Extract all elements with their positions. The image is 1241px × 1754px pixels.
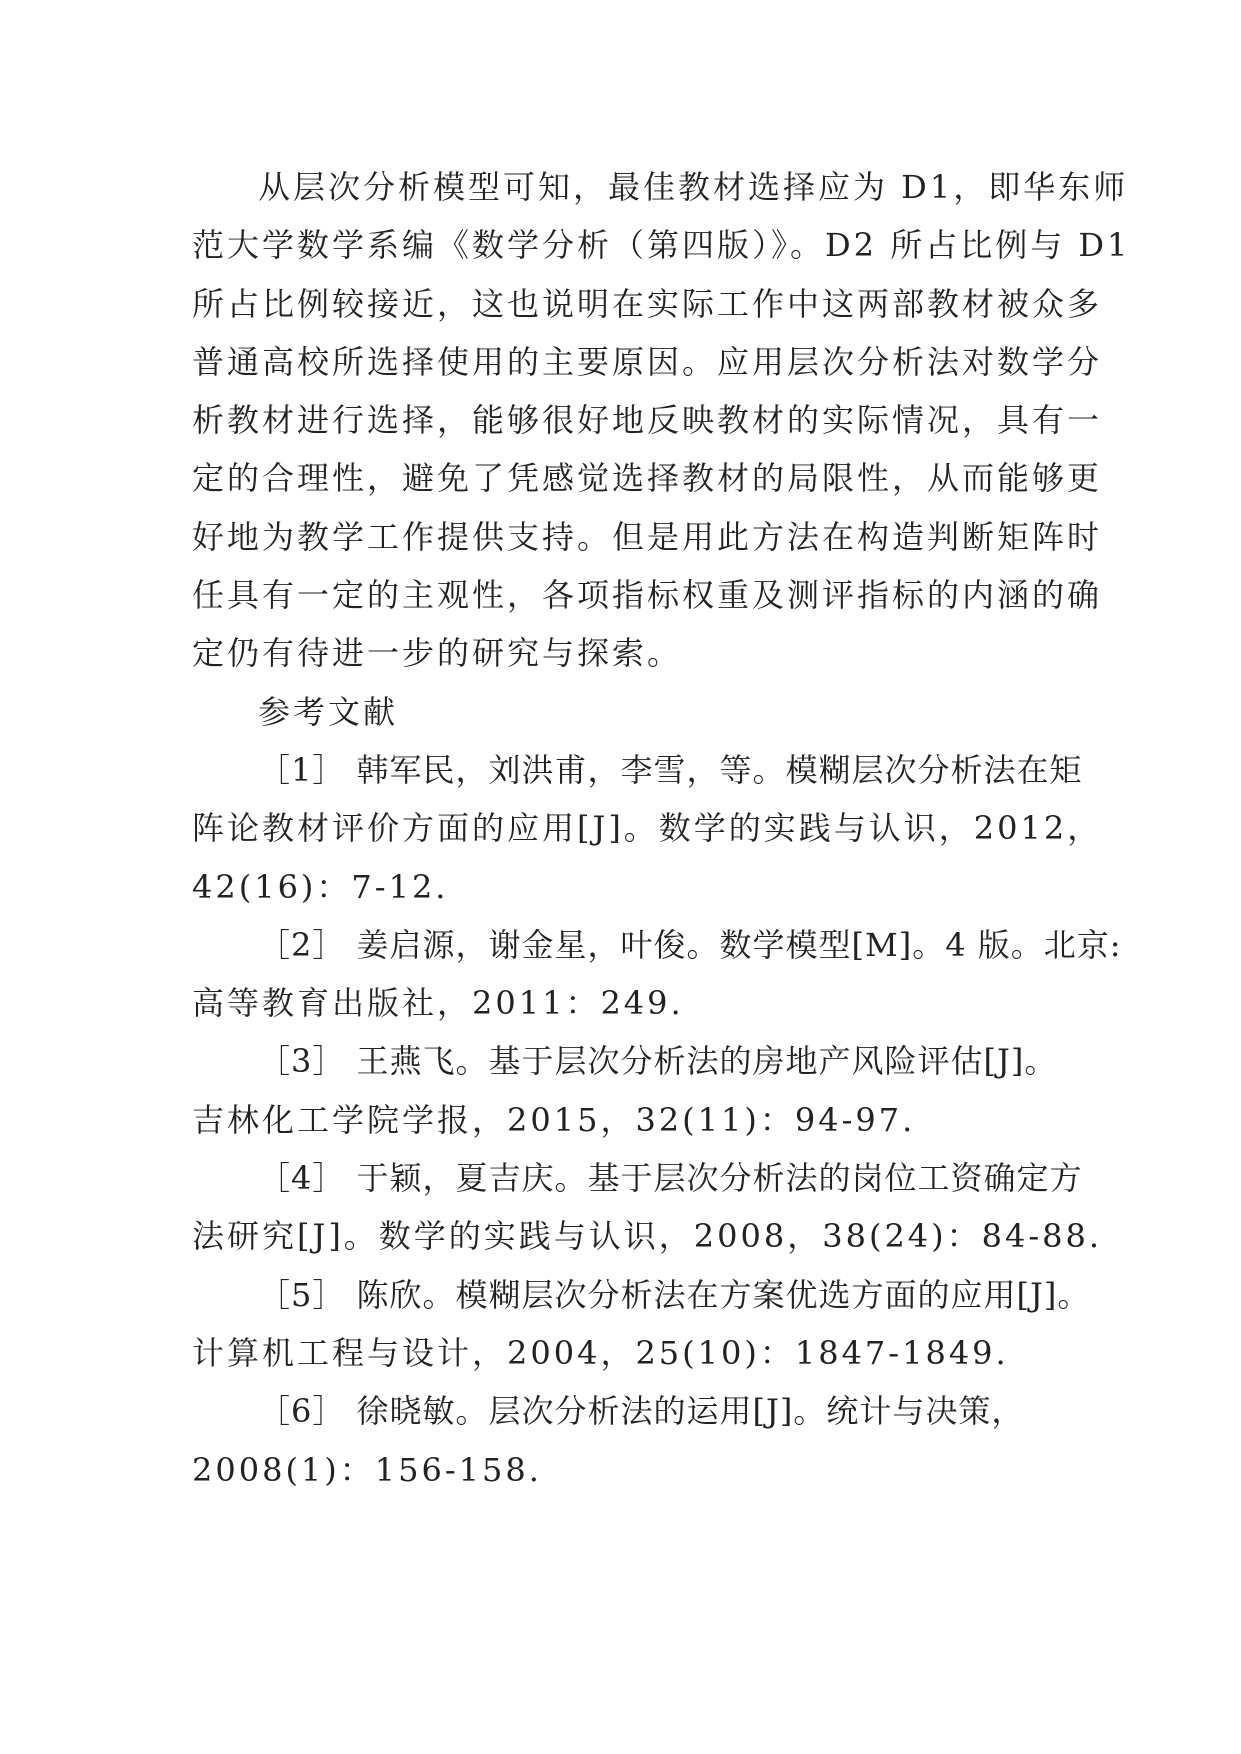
reference-line: ［5］ 陈欣。模糊层次分析法在方案优选方面的应用[J]。 [258, 1275, 1091, 1314]
reference-line: ［2］ 姜启源，谢金星，叶俊。数学模型[M]。4 版。北京: [258, 925, 1122, 964]
reference-line: 2008(1)：156-158. [192, 1450, 542, 1489]
text-line: 普通高校所选择使用的主要原因。应用层次分析法对数学分 [192, 342, 1103, 381]
reference-line: 阵论教材评价方面的应用[J]。数学的实践与认识，2012， [192, 809, 1103, 848]
reference-line: 吉林化工学院学报，2015，32(11)：94-97. [192, 1100, 916, 1139]
reference-line: 计算机工程与设计，2004，25(10)：1847-1849. [192, 1333, 1009, 1372]
conclusion-paragraph [192, 158, 1131, 683]
reference-line: ［3］ 王燕飞。基于层次分析法的房地产风险评估[J]。 [258, 1042, 1058, 1081]
reference-line: 法研究[J]。数学的实践与认识，2008，38(24)：84-88. [192, 1217, 1103, 1256]
reference-line: ［6］ 徐晓敏。层次分析法的运用[J]。统计与决策， [258, 1392, 1025, 1431]
text-line: 范大学数学系编《数学分析（第四版）》。D2 所占比例与 D1 [192, 226, 1131, 265]
text-line: 所占比例较接近，这也说明在实际工作中这两部教材被众多 [192, 284, 1103, 323]
text-line: 定仍有待进一步的研究与探索。 [192, 634, 683, 673]
reference-item [192, 1149, 1103, 1266]
reference-item [192, 916, 1122, 1033]
text-line: 任具有一定的主观性，各项指标权重及测评指标的内涵的确 [192, 576, 1103, 615]
reference-line: 42(16)：7-12. [192, 867, 449, 906]
text-line: 好地为教学工作提供支持。但是用此方法在构造判断矩阵时 [192, 517, 1103, 556]
text-line: 从层次分析模型可知，最佳教材选择应为 D1，即华东师 [258, 168, 1129, 206]
reference-line: ［4］ 于颖，夏吉庆。基于层次分析法的岗位工资确定方 [258, 1159, 1083, 1198]
reference-item [192, 1266, 1091, 1383]
references-heading: 参考文献 [258, 692, 399, 731]
reference-line: ［1］ 韩军民，刘洪甫，李雪，等。模糊层次分析法在矩 [258, 750, 1083, 789]
text-line: 定的合理性，避免了凭感觉选择教材的局限性，从而能够更 [192, 459, 1103, 498]
document-page [192, 158, 1131, 1499]
reference-list [192, 741, 1122, 1499]
text-line: 析教材进行选择，能够很好地反映教材的实际情况，具有一 [192, 401, 1103, 440]
reference-item [192, 1032, 1064, 1149]
reference-line: 高等教育出版社，2011：249. [192, 984, 684, 1023]
reference-item [192, 1382, 1064, 1499]
reference-item [192, 741, 1103, 916]
